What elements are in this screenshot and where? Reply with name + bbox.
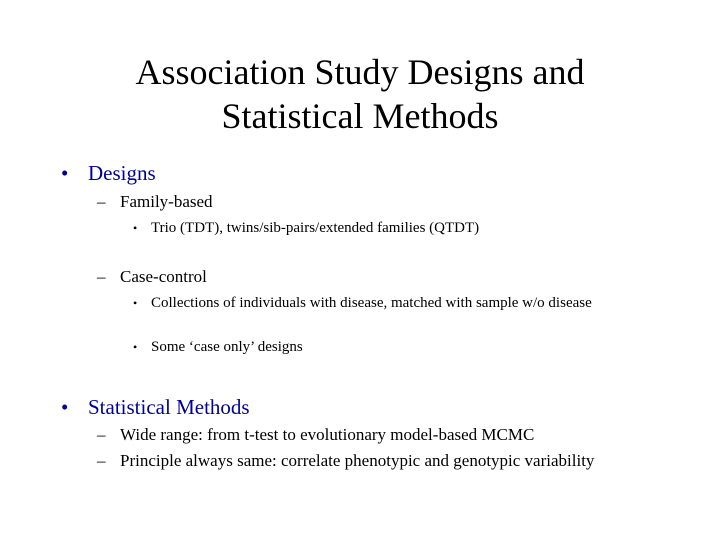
title-line-1: Association Study Designs and bbox=[135, 52, 585, 92]
bullet-icon: • bbox=[133, 221, 138, 235]
dash-icon: – bbox=[97, 267, 106, 286]
dash-icon: – bbox=[97, 192, 106, 211]
section-heading-designs bbox=[61, 161, 156, 185]
bullet-icon: • bbox=[61, 161, 69, 185]
section-heading-statistical-methods bbox=[61, 395, 250, 419]
item-principle bbox=[97, 450, 610, 472]
section-heading-label: Designs bbox=[88, 161, 156, 185]
subitem-label: Some ‘case only’ designs bbox=[151, 339, 303, 355]
item-label: Wide range: from t-test to evolutionary model-based MCMC bbox=[120, 425, 535, 444]
bullet-icon: • bbox=[61, 395, 69, 419]
subitem-label: Trio (TDT), twins/sib-pairs/extended families (QTDT) bbox=[151, 220, 480, 236]
section-heading-label: Statistical Methods bbox=[88, 395, 250, 419]
dash-icon: – bbox=[97, 451, 106, 470]
item-label: Principle always same: correlate phenotypic and genotypic variability bbox=[120, 451, 595, 470]
item-wide-range bbox=[97, 424, 640, 446]
dash-icon: – bbox=[97, 425, 106, 444]
bullet-icon: • bbox=[133, 340, 138, 354]
title-line-2: Statistical Methods bbox=[221, 96, 499, 136]
subitem-trio bbox=[133, 218, 611, 238]
subitem-collections bbox=[133, 293, 631, 313]
subitem-case-only bbox=[133, 337, 611, 357]
item-case-control bbox=[97, 266, 207, 288]
item-label: Case-control bbox=[120, 267, 207, 286]
bullet-icon: • bbox=[133, 296, 138, 310]
subitem-label: Collections of individuals with disease, matched with sample w/o disease bbox=[151, 295, 592, 311]
slide-title bbox=[40, 50, 680, 138]
item-label: Family-based bbox=[120, 192, 213, 211]
item-family-based bbox=[97, 191, 213, 213]
